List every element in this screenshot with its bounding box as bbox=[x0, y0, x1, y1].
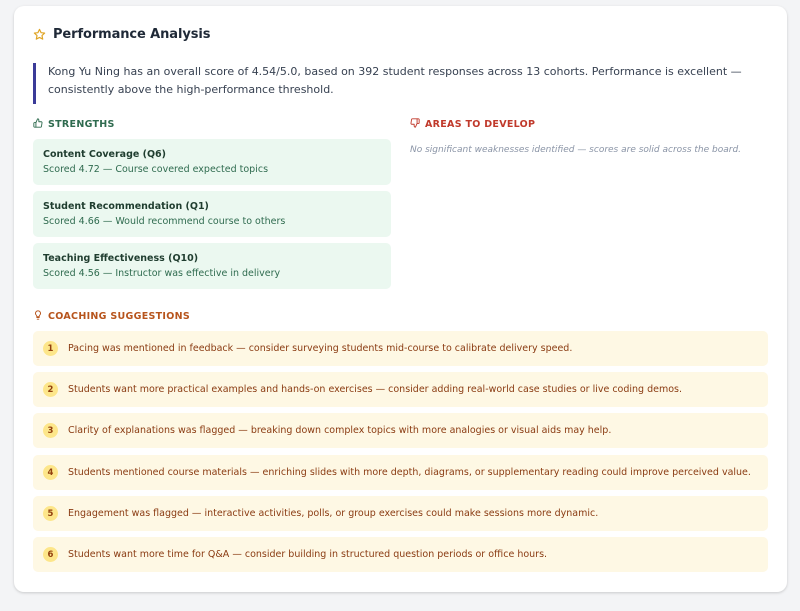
suggestion-item bbox=[33, 455, 768, 490]
suggestion-item bbox=[33, 372, 768, 407]
suggestion-text: Pacing was mentioned in feedback — consider surveying students mid-course to calibrate delivery speed. bbox=[68, 343, 573, 354]
suggestion-text: Students want more time for Q&A — consider building in structured question periods or office hours. bbox=[68, 549, 548, 560]
page-title: Performance Analysis bbox=[53, 26, 211, 42]
develop-heading bbox=[410, 118, 535, 131]
strengths-label: STRENGTHS bbox=[48, 119, 115, 130]
no-weakness-text: No significant weaknesses identified — scores are solid across the board. bbox=[410, 145, 742, 155]
strength-title: Student Recommendation (Q1) bbox=[43, 201, 209, 212]
coaching-heading bbox=[33, 310, 190, 323]
lightbulb-icon bbox=[33, 310, 43, 323]
coaching-label: COACHING SUGGESTIONS bbox=[48, 311, 191, 322]
suggestion-number: 1 bbox=[43, 341, 58, 356]
suggestion-item bbox=[33, 496, 768, 531]
suggestion-item bbox=[33, 413, 768, 448]
suggestion-number: 5 bbox=[43, 506, 58, 521]
strength-title: Teaching Effectiveness (Q10) bbox=[43, 253, 199, 264]
develop-label: AREAS TO DEVELOP bbox=[425, 119, 536, 130]
thumbs-up-icon bbox=[33, 118, 43, 131]
strength-title: Content Coverage (Q6) bbox=[43, 149, 167, 160]
suggestion-text: Students mentioned course materials — enriching slides with more depth, diagrams, or supplementary reading could improve perceived value. bbox=[68, 467, 751, 478]
suggestion-item bbox=[33, 537, 768, 572]
performance-analysis-card bbox=[14, 6, 787, 592]
strength-item bbox=[33, 191, 391, 237]
summary-text: Kong Yu Ning has an overall score of 4.54/5.0, based on 392 student responses across 13 cohorts. Performance is excellent — consistently above the high-performance threshold. bbox=[33, 63, 768, 104]
strength-item bbox=[33, 243, 391, 289]
suggestion-text: Clarity of explanations was flagged — breaking down complex topics with more analogies or visual aids may help. bbox=[68, 425, 612, 436]
suggestion-number: 6 bbox=[43, 547, 58, 562]
suggestion-number: 2 bbox=[43, 382, 58, 397]
strength-desc: Scored 4.72 — Course covered expected topics bbox=[43, 164, 269, 175]
suggestion-text: Engagement was flagged — interactive activities, polls, or group exercises could make sessions more dynamic. bbox=[68, 508, 599, 519]
strengths-heading bbox=[33, 118, 115, 131]
star-icon bbox=[33, 28, 46, 41]
thumbs-down-icon bbox=[410, 118, 420, 131]
card-header bbox=[33, 24, 210, 44]
strength-desc: Scored 4.66 — Would recommend course to others bbox=[43, 216, 286, 227]
suggestion-text: Students want more practical examples and hands-on exercises — consider adding real-world case studies or live coding demos. bbox=[68, 384, 683, 395]
strength-desc: Scored 4.56 — Instructor was effective in delivery bbox=[43, 268, 281, 279]
suggestion-item bbox=[33, 331, 768, 366]
suggestion-number: 3 bbox=[43, 423, 58, 438]
strength-item bbox=[33, 139, 391, 185]
suggestion-number: 4 bbox=[43, 465, 58, 480]
